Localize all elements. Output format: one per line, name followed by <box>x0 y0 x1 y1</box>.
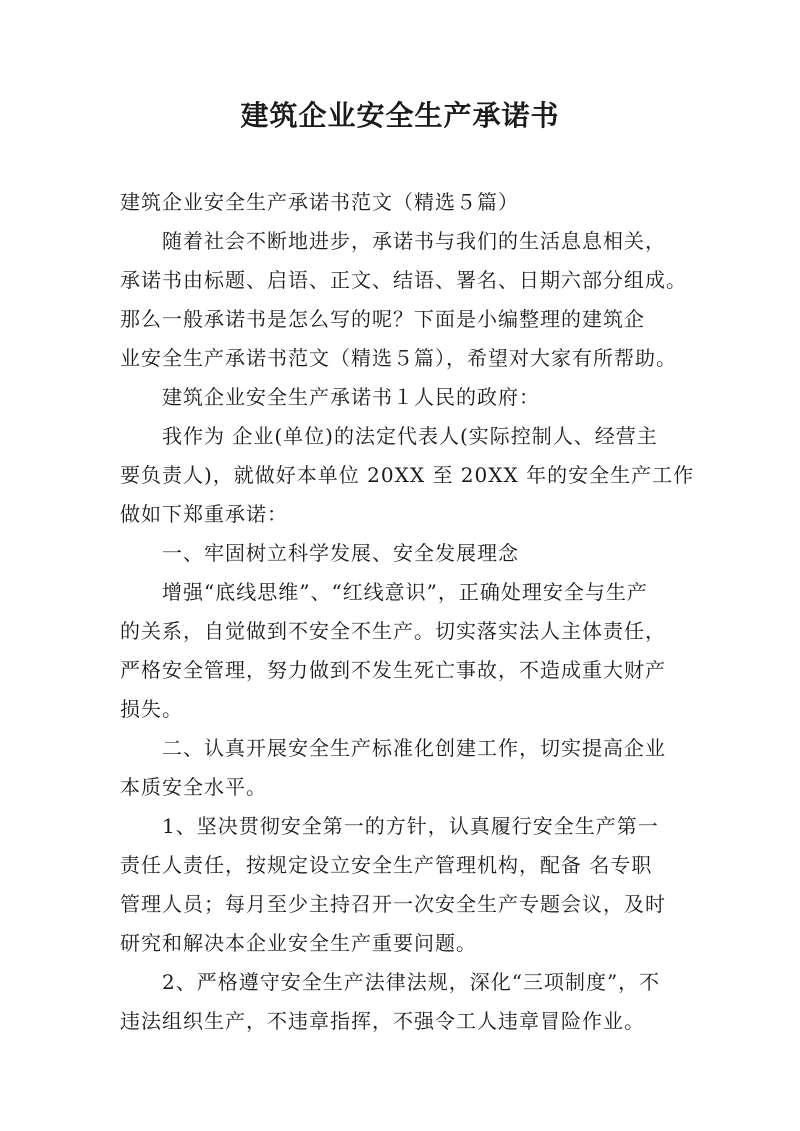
text-line: 研究和解决本企业安全生产重要问题。 <box>120 931 477 955</box>
text-line: 那么一般承诺书是怎么写的呢？下面是小编整理的建筑企 <box>120 307 645 331</box>
text-line: 二、认真开展安全生产标准化创建工作，切实提高企业 <box>162 736 666 760</box>
text-line: 严格安全管理，努力做到不发生死亡事故，不造成重大财产 <box>120 658 666 682</box>
text-line: 业安全生产承诺书范文（精选５篇），希望对大家有所帮助。 <box>120 346 677 370</box>
text-line: 承诺书由标题、启语、正文、结语、署名、日期六部分组成。 <box>120 268 687 292</box>
text-line: 建筑企业安全生产承诺书１人民的政府： <box>162 385 540 409</box>
text-line: 的关系，自觉做到不安全不生产。切实落实法人主体责任， <box>120 619 666 643</box>
text-line: 做如下郑重承诺： <box>120 502 288 526</box>
text-line: 2、严格遵守安全生产法律法规，深化“三项制度”，不 <box>162 970 661 994</box>
text-line: 1、坚决贯彻安全第一的方针，认真履行安全生产第一 <box>162 814 659 838</box>
text-line: 一、牢固树立科学发展、安全发展理念 <box>162 541 519 565</box>
text-line: 本质安全水平。 <box>120 775 267 799</box>
text-line: 增强“底线思维”、“红线意识”，正确处理安全与生产 <box>162 580 648 604</box>
text-line: 管理人员；每月至少主持召开一次安全生产专题会议，及时 <box>120 892 666 916</box>
text-line: 建筑企业安全生产承诺书范文（精选５篇） <box>120 190 519 214</box>
text-line: 要负责人)，就做好本单位 20XX 至 20XX 年的安全生产工作 <box>120 463 695 487</box>
document-title: 建筑企业安全生产承诺书 <box>240 99 560 132</box>
text-line: 责任人责任，按规定设立安全生产管理机构，配备 名专职 <box>120 853 653 877</box>
document-body <box>120 183 695 1041</box>
text-line: 损失。 <box>120 697 183 721</box>
text-line: 违法组织生产，不违章指挥，不强令工人违章冒险作业。 <box>120 1009 645 1033</box>
text-line: 我作为 企业(单位)的法定代表人(实际控制人、经营主 <box>162 424 658 448</box>
text-line: 随着社会不断地进步，承诺书与我们的生活息息相关， <box>162 229 666 253</box>
